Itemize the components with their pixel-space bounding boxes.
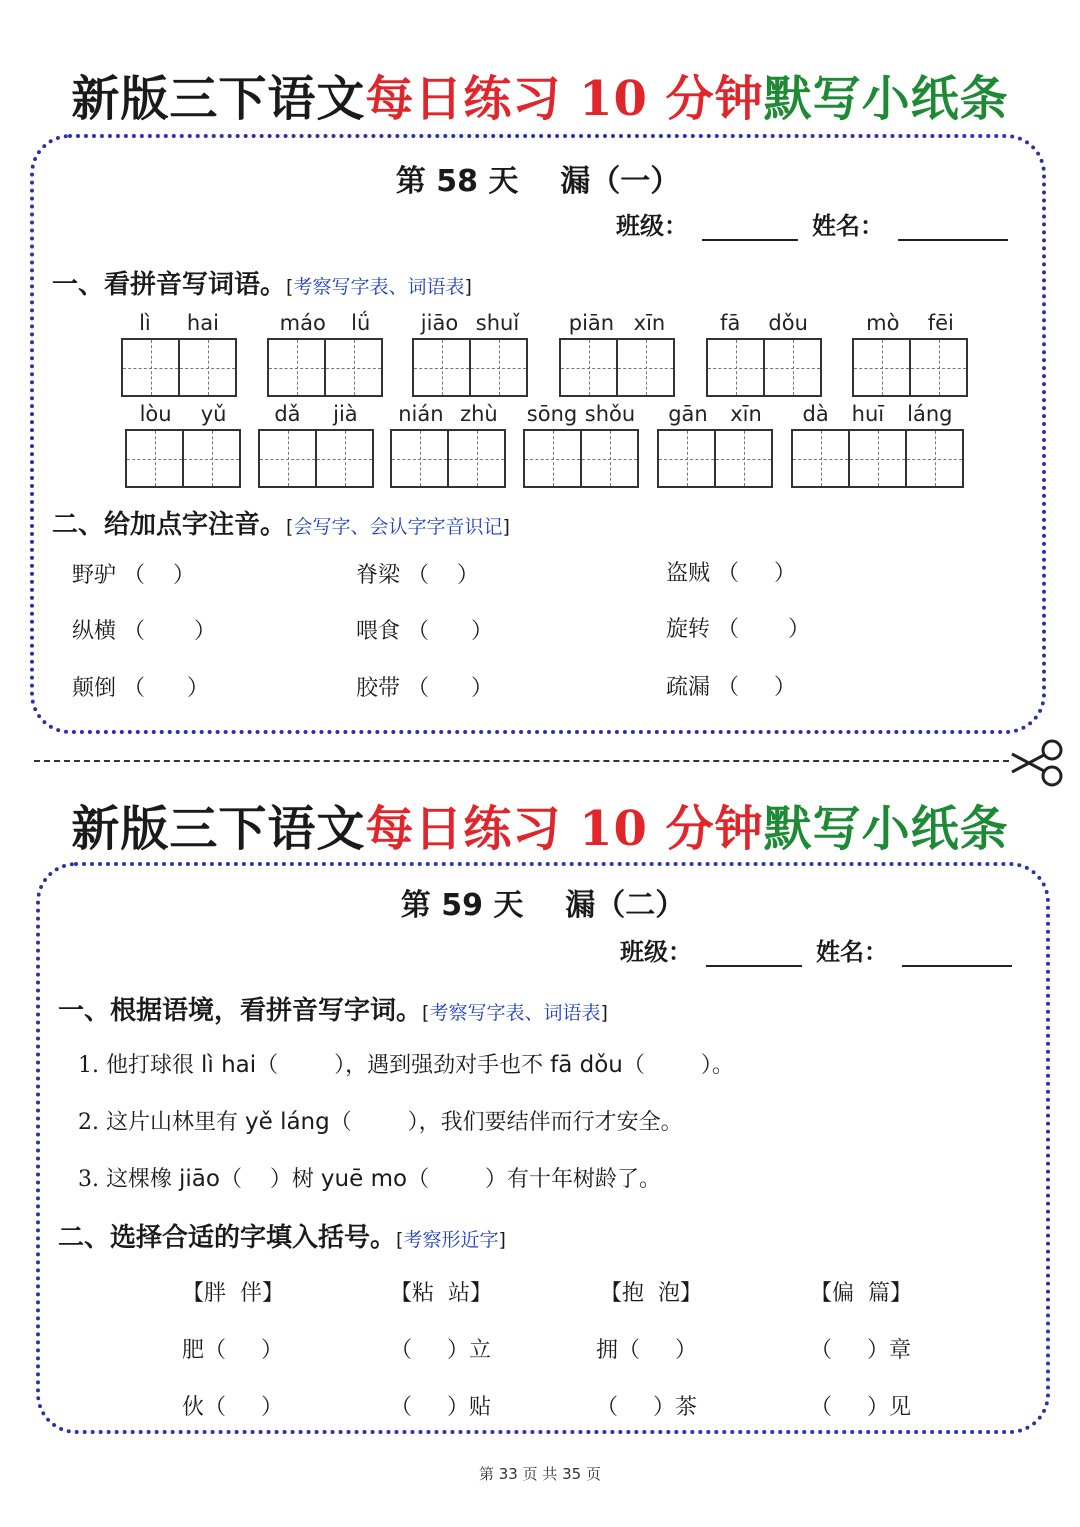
- pinyin-syllable: shǒu: [584, 402, 636, 426]
- banner-part-1: 新版三下语文: [71, 71, 366, 127]
- writing-box[interactable]: [907, 431, 962, 486]
- banner-part-2: 每日练习 10 分钟: [365, 71, 764, 127]
- choice-blank[interactable]: （ ）立: [390, 1338, 491, 1363]
- writing-box[interactable]: [180, 340, 235, 395]
- writing-grid: [121, 338, 237, 397]
- pinyin-syllable: mò: [866, 311, 900, 335]
- zhuyin-item[interactable]: 纵横 （ ）: [72, 619, 216, 644]
- choice-head: 【粘 站】: [390, 1281, 492, 1306]
- writing-box[interactable]: [582, 431, 637, 486]
- bracket-open: [: [422, 1002, 430, 1024]
- section-title: 一、看拼音写词语。: [52, 270, 287, 300]
- class-label: 班级：: [620, 938, 692, 966]
- section-tag: 考察写字表、词语表: [429, 1002, 601, 1024]
- choice-blank[interactable]: 伙（ ）: [182, 1395, 283, 1420]
- pinyin-word-group: [791, 401, 964, 488]
- writing-box[interactable]: [184, 431, 239, 486]
- banner-title-2: [0, 790, 1080, 859]
- pinyin-syllable: gān: [668, 402, 708, 426]
- writing-grid: [852, 338, 968, 397]
- zhuyin-item[interactable]: 喂食 （ ）: [356, 619, 493, 644]
- pinyin-syllable: dǒu: [768, 311, 808, 335]
- pinyin-syllable: fēi: [927, 311, 954, 335]
- pinyin-label: [121, 310, 237, 336]
- pinyin-word-group: [267, 310, 383, 397]
- banner-part-1: 新版三下语文: [71, 801, 366, 857]
- pinyin-word-group: [706, 310, 822, 397]
- pinyin-word-group: [852, 310, 968, 397]
- section-heading: [52, 504, 510, 541]
- choice-blank[interactable]: 肥（ ）: [182, 1338, 283, 1363]
- banner-part-3: 默写小纸条: [763, 801, 1009, 857]
- pinyin-word-group: [523, 401, 639, 488]
- class-name-row: [620, 932, 1012, 967]
- choice-head: 【胖 伴】: [182, 1281, 284, 1306]
- writing-box[interactable]: [850, 431, 907, 486]
- pinyin-syllable: hai: [186, 311, 219, 335]
- pinyin-syllable: xīn: [730, 402, 762, 426]
- pinyin-syllable: zhù: [460, 402, 498, 426]
- sentence-item[interactable]: [78, 1162, 661, 1193]
- scissors-icon: [1008, 738, 1068, 788]
- pinyin-label: [412, 310, 528, 336]
- sentence-item[interactable]: [78, 1105, 683, 1136]
- pinyin-row-2: [34, 401, 1042, 491]
- worksheet-card-day59: [36, 862, 1050, 1434]
- sentence-number: 2.: [78, 1110, 99, 1135]
- pinyin-word-group: [121, 310, 237, 397]
- choice-blank[interactable]: （ ）贴: [390, 1395, 491, 1420]
- pinyin-syllable: máo: [279, 311, 326, 335]
- writing-box[interactable]: [449, 431, 504, 486]
- bracket-close: ]: [600, 1002, 608, 1024]
- class-blank[interactable]: [702, 217, 798, 241]
- pinyin-syllable: láng: [907, 402, 953, 426]
- writing-box[interactable]: [911, 340, 966, 395]
- pinyin-label: [258, 401, 374, 427]
- zhuyin-item[interactable]: 盗贼 （ ）: [666, 561, 796, 586]
- section-tag: 考察形近字: [403, 1229, 499, 1251]
- choice-blank[interactable]: （ ）茶: [596, 1395, 697, 1420]
- class-blank[interactable]: [706, 943, 802, 967]
- pinyin-syllable: jiāo: [420, 311, 459, 335]
- bracket-close: ]: [502, 516, 510, 538]
- pinyin-row-1: [34, 310, 1042, 400]
- sentence-number: 3.: [78, 1167, 99, 1192]
- pinyin-word-group: [390, 401, 506, 488]
- pinyin-syllable: fā: [720, 311, 741, 335]
- section-title: 二、给加点字注音。: [52, 510, 287, 540]
- pinyin-syllable: lòu: [139, 402, 172, 426]
- writing-grid: [559, 338, 675, 397]
- writing-box[interactable]: [793, 431, 850, 486]
- banner-part-2: 每日练习 10 分钟: [365, 801, 764, 857]
- choice-blank[interactable]: （ ）见: [810, 1395, 911, 1420]
- zhuyin-item[interactable]: 脊梁 （ ）: [356, 563, 479, 588]
- writing-box[interactable]: [708, 340, 765, 395]
- name-label: 姓名：: [812, 212, 884, 240]
- bracket-close: ]: [464, 276, 472, 298]
- sentence-text: （ ），遇到强劲对手也不: [256, 1053, 551, 1078]
- pinyin-syllable: dà: [802, 402, 829, 426]
- section-heading: [58, 990, 608, 1027]
- class-label: 班级：: [616, 212, 688, 240]
- writing-box[interactable]: [269, 340, 326, 395]
- bracket-close: ]: [498, 1229, 506, 1251]
- sentence-text: （ ）。: [622, 1053, 734, 1078]
- bracket-open: [: [286, 516, 294, 538]
- card-title: 第 58 天 漏（一）: [395, 164, 681, 199]
- pinyin-label: [125, 401, 241, 427]
- zhuyin-item[interactable]: 颠倒 （ ）: [72, 676, 209, 701]
- name-label: 姓名：: [816, 938, 888, 966]
- class-name-row: [616, 206, 1008, 241]
- writing-box[interactable]: [471, 340, 526, 395]
- pinyin-syllable: jià: [333, 402, 358, 426]
- sentence-pinyin: yě láng: [245, 1109, 330, 1135]
- writing-box[interactable]: [716, 431, 771, 486]
- bracket-open: [: [286, 276, 294, 298]
- writing-grid: [412, 338, 528, 397]
- pinyin-label: [390, 401, 506, 427]
- pinyin-syllable: lǘ: [351, 311, 371, 335]
- pinyin-syllable: huī: [851, 402, 885, 426]
- page-footer: 第 33 页 共 35 页: [478, 1465, 601, 1483]
- pinyin-word-group: [657, 401, 773, 488]
- pinyin-syllable: nián: [398, 402, 444, 426]
- writing-box[interactable]: [127, 431, 184, 486]
- choice-head: 【抱 泡】: [600, 1281, 702, 1306]
- cut-line: [34, 760, 1009, 762]
- pinyin-label: [852, 310, 968, 336]
- name-blank[interactable]: [902, 943, 1012, 967]
- choice-blank[interactable]: 拥（ ）: [596, 1338, 697, 1363]
- pinyin-syllable: sōng: [526, 402, 578, 426]
- writing-box[interactable]: [326, 340, 381, 395]
- section-heading: [58, 1217, 506, 1254]
- section-title: 一、根据语境，看拼音写字词。: [58, 996, 423, 1026]
- sentence-text: 这棵橡: [106, 1167, 179, 1192]
- bracket-open: [: [396, 1229, 404, 1251]
- sentence-text: （ ）树: [219, 1167, 321, 1192]
- pinyin-label: [267, 310, 383, 336]
- writing-box[interactable]: [765, 340, 820, 395]
- zhuyin-item[interactable]: 疏漏 （ ）: [666, 675, 796, 700]
- zhuyin-item[interactable]: 胶带 （ ）: [356, 676, 493, 701]
- zhuyin-item[interactable]: 野驴 （ ）: [72, 563, 195, 588]
- pinyin-label: [523, 401, 639, 427]
- pinyin-label: [559, 310, 675, 336]
- writing-grid: [390, 429, 506, 488]
- writing-grid: [267, 338, 383, 397]
- zhuyin-item[interactable]: 旋转 （ ）: [666, 617, 810, 642]
- writing-grid: [657, 429, 773, 488]
- writing-box[interactable]: [618, 340, 673, 395]
- section-tag: 考察写字表、词语表: [293, 276, 465, 298]
- sentence-text: 这片山林里有: [106, 1110, 245, 1135]
- writing-box[interactable]: [260, 431, 317, 486]
- writing-box[interactable]: [392, 431, 449, 486]
- worksheet-card-day58: [30, 134, 1046, 734]
- pinyin-word-group: [412, 310, 528, 397]
- sentence-pinyin: lì hai: [201, 1052, 257, 1078]
- sentence-pinyin: yuē mo: [320, 1166, 408, 1192]
- writing-grid: [523, 429, 639, 488]
- sentence-text: （ ），我们要结伴而行才安全。: [329, 1110, 683, 1135]
- writing-box[interactable]: [317, 431, 372, 486]
- pinyin-label: [706, 310, 822, 336]
- section-tag: 会写字、会认字字音识记: [293, 516, 503, 538]
- writing-grid: [706, 338, 822, 397]
- section-title: 二、选择合适的字填入括号。: [58, 1223, 397, 1253]
- pinyin-word-group: [559, 310, 675, 397]
- sentence-item[interactable]: [78, 1048, 734, 1079]
- sentence-number: 1.: [78, 1053, 99, 1078]
- name-blank[interactable]: [898, 217, 1008, 241]
- card-title: 第 59 天 漏（二）: [400, 888, 686, 923]
- pinyin-label: [791, 401, 964, 427]
- writing-box[interactable]: [659, 431, 716, 486]
- pinyin-syllable: shuǐ: [475, 311, 520, 335]
- writing-box[interactable]: [123, 340, 180, 395]
- pinyin-word-group: [125, 401, 241, 488]
- sentence-pinyin: fā dǒu: [550, 1052, 623, 1078]
- choice-blank[interactable]: （ ）章: [810, 1338, 911, 1363]
- writing-grid: [791, 429, 964, 488]
- writing-grid: [125, 429, 241, 488]
- banner-part-3: 默写小纸条: [763, 71, 1009, 127]
- writing-box[interactable]: [854, 340, 911, 395]
- section-heading: [52, 264, 472, 301]
- pinyin-syllable: dǎ: [274, 402, 301, 426]
- pinyin-syllable: xīn: [633, 311, 666, 335]
- pinyin-word-group: [258, 401, 374, 488]
- pinyin-syllable: lì: [139, 311, 151, 335]
- banner-title-1: [0, 60, 1080, 129]
- pinyin-syllable: yǔ: [200, 402, 227, 426]
- writing-box[interactable]: [525, 431, 582, 486]
- writing-grid: [258, 429, 374, 488]
- writing-box[interactable]: [414, 340, 471, 395]
- sentence-text: （ ）有十年树龄了。: [407, 1167, 662, 1192]
- pinyin-syllable: piān: [568, 311, 615, 335]
- pinyin-label: [657, 401, 773, 427]
- writing-box[interactable]: [561, 340, 618, 395]
- sentence-pinyin: jiāo: [179, 1166, 220, 1192]
- sentence-text: 他打球很: [106, 1053, 201, 1078]
- choice-head: 【偏 篇】: [810, 1281, 912, 1306]
